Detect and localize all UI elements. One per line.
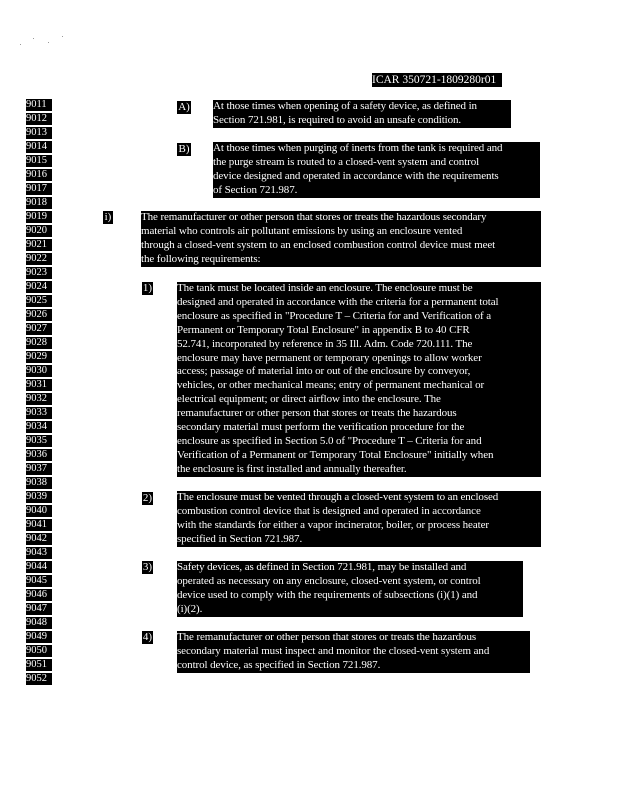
line-number: 9014 (26, 141, 52, 153)
paragraph-line: secondary material must inspect and monitor the closed-vent system and (177, 645, 530, 659)
paragraph-line: the following requirements: (141, 253, 541, 267)
line-number: 9012 (26, 113, 52, 125)
paragraph-line: enclosure as specified in Section 5.0 of "Procedure T – Criteria for and (177, 435, 541, 449)
line-number: 9035 (26, 435, 52, 447)
line-number: 9021 (26, 239, 52, 251)
line-number: 9031 (26, 379, 52, 391)
paragraph-4 (177, 631, 530, 673)
paragraph-line: operated as necessary on any enclosure, closed-vent system, or control (177, 575, 523, 589)
paragraph-a (213, 100, 511, 128)
line-number: 9052 (26, 673, 52, 685)
paragraph-line: Verification of a Permanent or Temporary Total Enclosure" initially when (177, 449, 541, 463)
line-number: 9038 (26, 477, 52, 489)
line-number: 9047 (26, 603, 52, 615)
paragraph-line: enclosure may have permanent or temporary openings to allow worker (177, 352, 541, 366)
line-number: 9030 (26, 365, 52, 377)
item-label-3: 3) (142, 561, 153, 573)
line-number: 9037 (26, 463, 52, 475)
line-number: 9044 (26, 561, 52, 573)
line-number: 9039 (26, 491, 52, 503)
paragraph-line: access; passage of material into or out of the enclosure by conveyor, (177, 365, 541, 379)
line-number: 9051 (26, 659, 52, 671)
line-number: 9017 (26, 183, 52, 195)
line-number: 9015 (26, 155, 52, 167)
line-number: 9018 (26, 197, 52, 209)
line-number: 9020 (26, 225, 52, 237)
line-number: 9036 (26, 449, 52, 461)
paragraph-line: At those times when opening of a safety device, as defined in (213, 100, 511, 114)
paragraph-line: vehicles, or other mechanical means; entry of permanent mechanical or (177, 379, 541, 393)
paragraph-line: At those times when purging of inerts from the tank is required and (213, 142, 540, 156)
line-number: 9034 (26, 421, 52, 433)
paragraph-line: device designed and operated in accordance with the requirements (213, 170, 540, 184)
item-label-1: 1) (142, 282, 153, 294)
line-number: 9042 (26, 533, 52, 545)
item-label-4: 4) (142, 631, 153, 643)
line-number: 9050 (26, 645, 52, 657)
line-number: 9011 (26, 99, 52, 111)
line-number: 9049 (26, 631, 52, 643)
line-number: 9028 (26, 337, 52, 349)
paragraph-line: the purge stream is routed to a closed-vent system and control (213, 156, 540, 170)
item-label-b: B) (178, 143, 190, 155)
paragraph-line: enclosure as specified in "Procedure T – Criteria for and Verification of a (177, 310, 541, 324)
paragraph-line: 52.741, incorporated by reference in 35 Ill. Adm. Code 720.111. The (177, 338, 541, 352)
paragraph-line: designed and operated in accordance with the criteria for a permanent total (177, 296, 541, 310)
paragraph-line: of Section 721.987. (213, 184, 540, 198)
paragraph-b (213, 142, 540, 198)
paragraph-3 (177, 561, 523, 617)
scan-speck (20, 44, 21, 45)
paragraph-line: electrical equipment; or direct airflow into the enclosure. The (177, 393, 541, 407)
item-label-2: 2) (142, 492, 153, 504)
paragraph-line: The enclosure must be vented through a closed-vent system to an enclosed (177, 491, 541, 505)
scan-speck (48, 42, 49, 43)
scan-speck (62, 36, 63, 37)
line-number: 9041 (26, 519, 52, 531)
scan-speck (33, 38, 34, 39)
paragraph-line: with the standards for either a vapor incinerator, boiler, or process heater (177, 519, 541, 533)
line-number: 9025 (26, 295, 52, 307)
paragraph-line: remanufacturer or other person that stores or treats the hazardous (177, 407, 541, 421)
line-number: 9029 (26, 351, 52, 363)
line-number: 9013 (26, 127, 52, 139)
paragraph-2 (177, 491, 541, 547)
paragraph-line: device used to comply with the requirements of subsections (i)(1) and (177, 589, 523, 603)
document-id: ICAR 350721-1809280r01 (372, 73, 502, 87)
paragraph-line: The tank must be located inside an enclosure. The enclosure must be (177, 282, 541, 296)
paragraph-line: the enclosure is first installed and annually thereafter. (177, 463, 541, 477)
line-number: 9026 (26, 309, 52, 321)
line-number: 9048 (26, 617, 52, 629)
item-label-i: i) (104, 211, 112, 223)
paragraph-line: control device, as specified in Section 721.987. (177, 659, 530, 673)
line-number: 9024 (26, 281, 52, 293)
paragraph-i (141, 211, 541, 267)
paragraph-line: (i)(2). (177, 603, 523, 617)
line-number: 9032 (26, 393, 52, 405)
line-number: 9040 (26, 505, 52, 517)
line-number: 9022 (26, 253, 52, 265)
line-number: 9045 (26, 575, 52, 587)
paragraph-line: The remanufacturer or other person that stores or treats the hazardous secondary (141, 211, 541, 225)
line-number: 9046 (26, 589, 52, 601)
paragraph-1 (177, 282, 541, 477)
paragraph-line: specified in Section 721.987. (177, 533, 541, 547)
paragraph-line: secondary material must perform the verification procedure for the (177, 421, 541, 435)
line-number: 9016 (26, 169, 52, 181)
paragraph-line: Safety devices, as defined in Section 721.981, may be installed and (177, 561, 523, 575)
line-number: 9043 (26, 547, 52, 559)
paragraph-line: through a closed-vent system to an enclosed combustion control device must meet (141, 239, 541, 253)
paragraph-line: combustion control device that is designed and operated in accordance (177, 505, 541, 519)
line-number: 9033 (26, 407, 52, 419)
paragraph-line: Section 721.981, is required to avoid an unsafe condition. (213, 114, 511, 128)
paragraph-line: The remanufacturer or other person that stores or treats the hazardous (177, 631, 530, 645)
paragraph-line: Permanent or Temporary Total Enclosure" in appendix B to 40 CFR (177, 324, 541, 338)
item-label-a: A) (178, 101, 190, 113)
line-number: 9023 (26, 267, 52, 279)
paragraph-line: material who controls air pollutant emissions by using an enclosure vented (141, 225, 541, 239)
line-number: 9019 (26, 211, 52, 223)
line-number: 9027 (26, 323, 52, 335)
